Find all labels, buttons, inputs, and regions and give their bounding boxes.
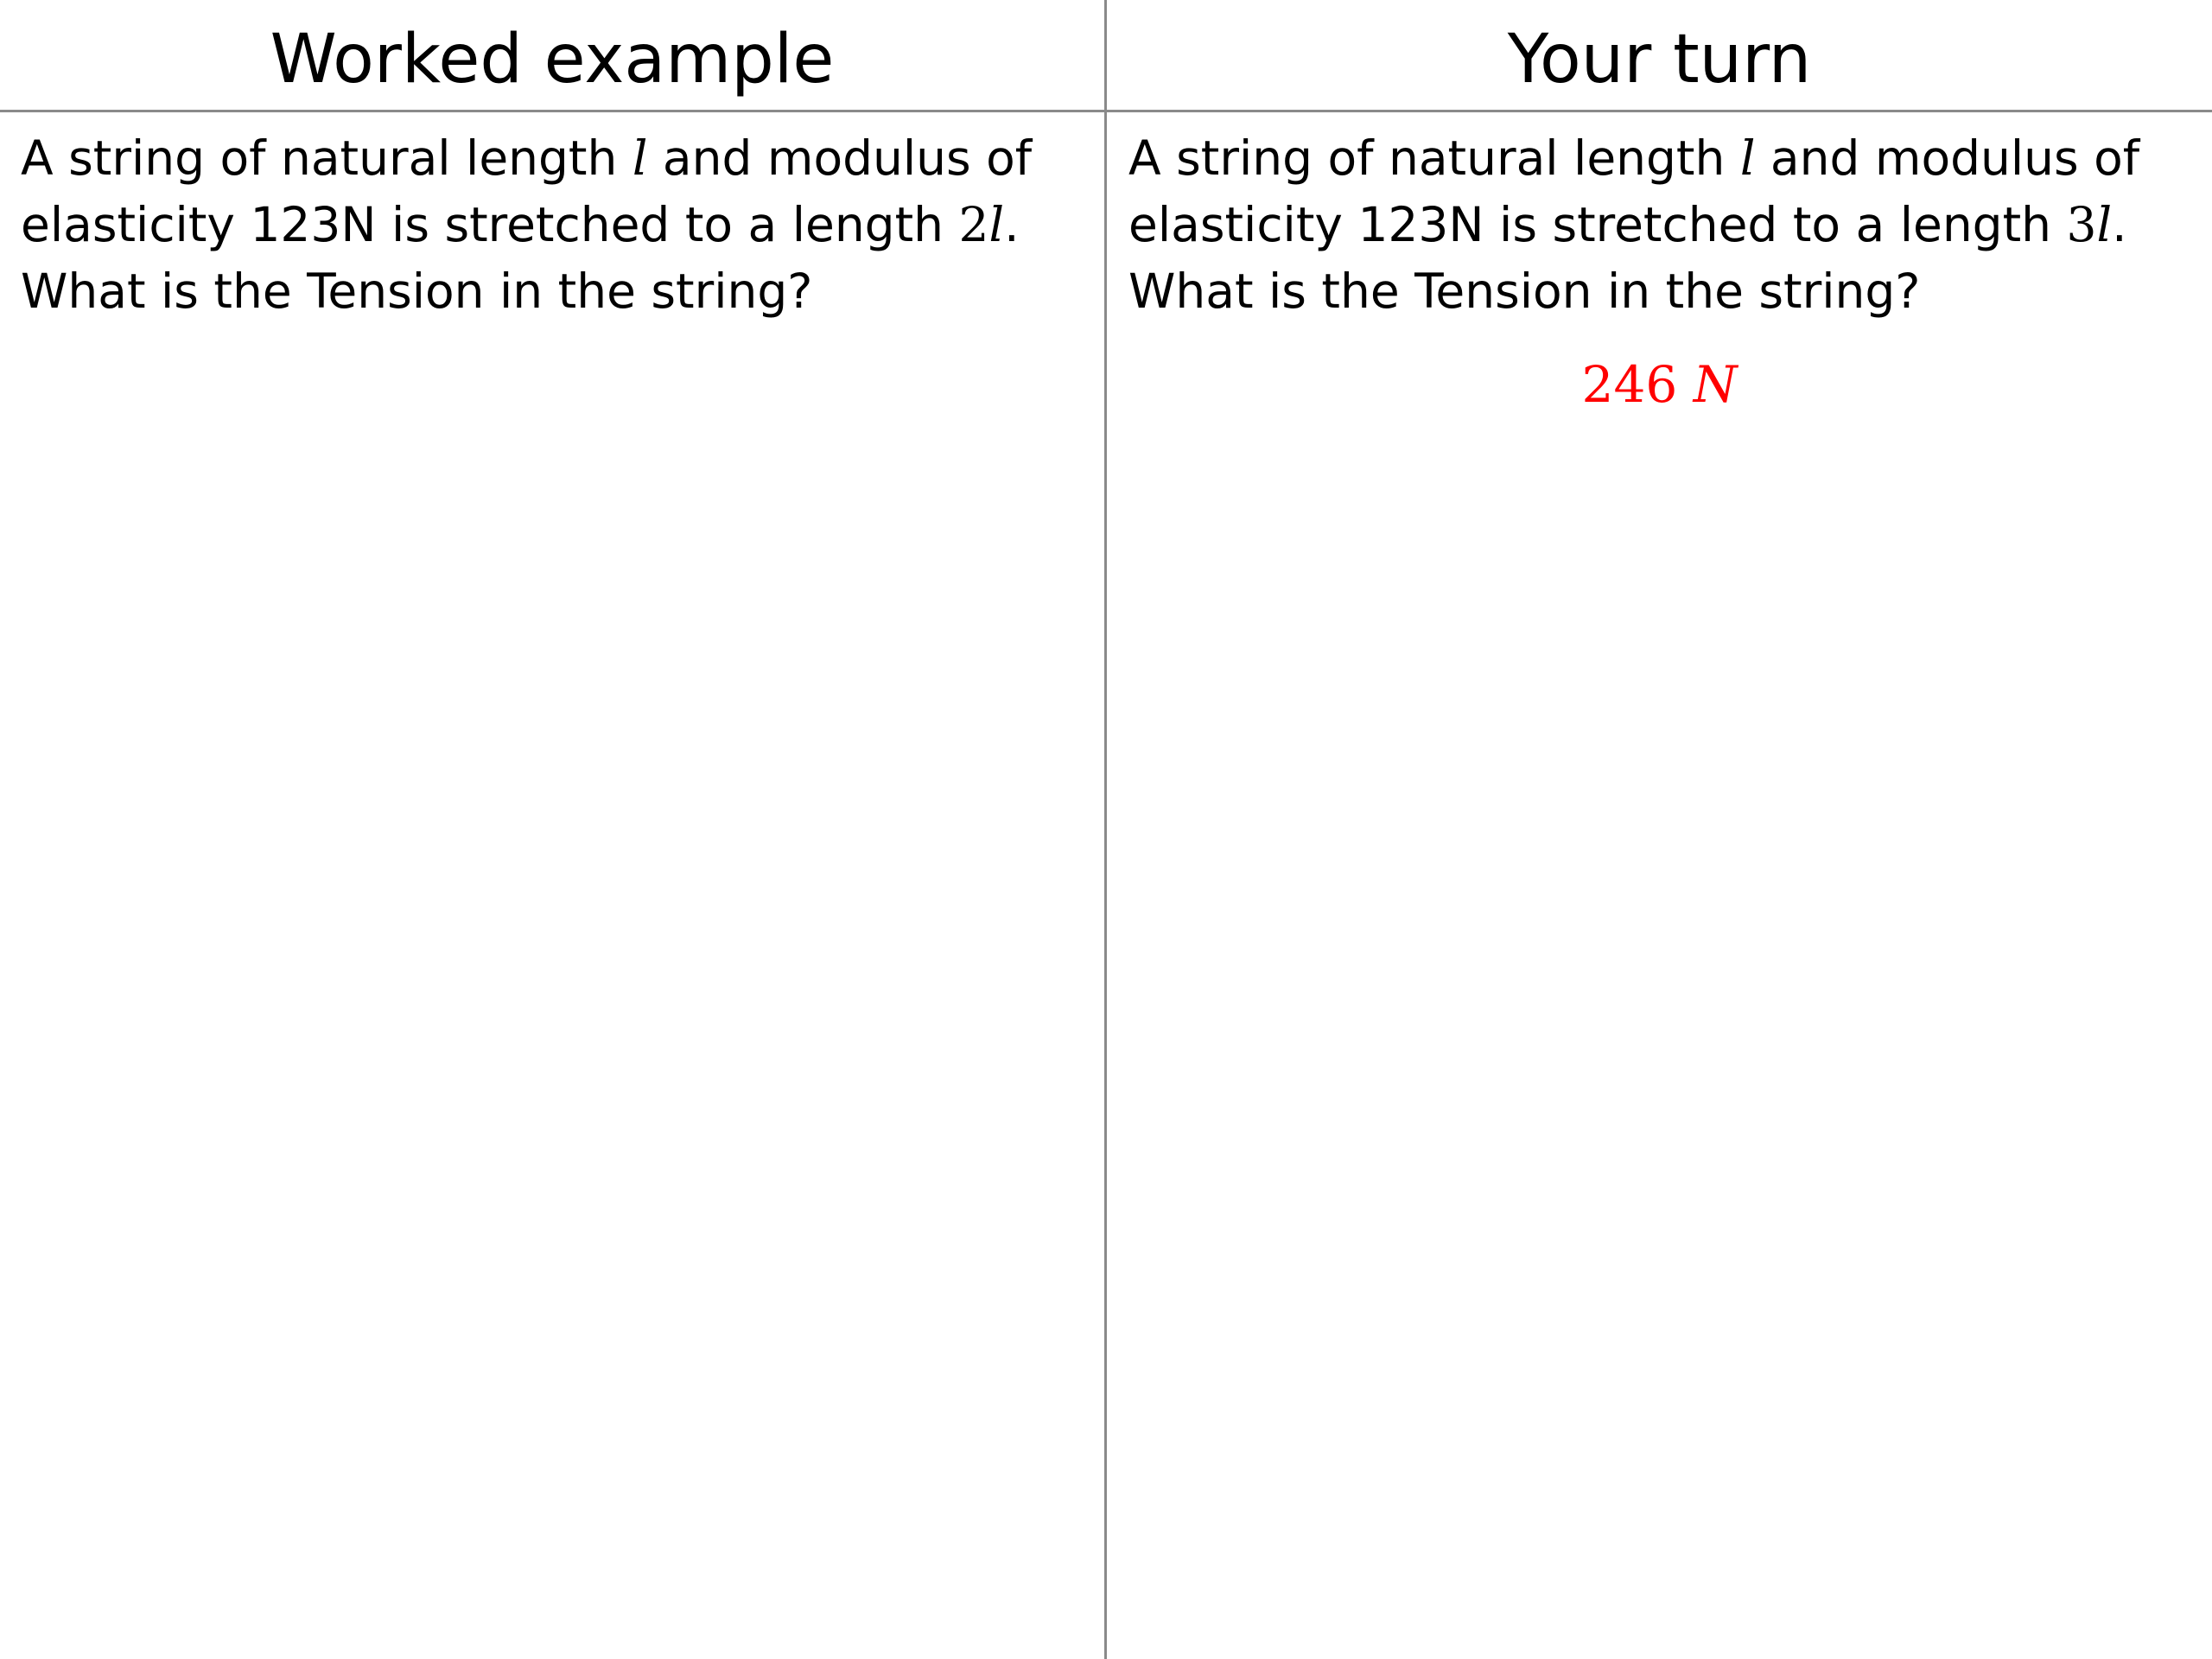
question-text: A string of natural length bbox=[21, 130, 632, 186]
question-text: elasticity 123N is stretched to a length bbox=[21, 197, 959, 252]
question-text: elasticity 123N is stretched to a length bbox=[1128, 197, 2067, 252]
question-text: and modulus of bbox=[647, 130, 1033, 186]
question-text: . bbox=[2112, 197, 2127, 252]
question-text: . bbox=[1004, 197, 1020, 252]
math-coefficient: 3 bbox=[2066, 197, 2097, 252]
math-coefficient: 2 bbox=[958, 197, 989, 252]
math-variable-l: l bbox=[1739, 130, 1756, 186]
math-variable-l: l bbox=[632, 130, 648, 186]
worked-example-question bbox=[21, 125, 1092, 325]
question-line bbox=[1128, 192, 2200, 258]
answer-value: 246 bbox=[1581, 355, 1678, 414]
question-line: What is the Tension in the string? bbox=[21, 264, 813, 319]
question-text: and modulus of bbox=[1755, 130, 2140, 186]
question-line bbox=[1128, 125, 2200, 192]
your-turn-question bbox=[1128, 125, 2200, 325]
question-line bbox=[21, 192, 1092, 258]
your-turn-title: Your turn bbox=[1507, 21, 1812, 99]
math-variable-l: l bbox=[2096, 197, 2113, 252]
your-turn-answer bbox=[1107, 350, 2212, 419]
question-text: A string of natural length bbox=[1128, 130, 1740, 186]
column-divider bbox=[1104, 0, 1107, 1659]
answer-unit: N bbox=[1693, 355, 1738, 414]
math-variable-l: l bbox=[988, 197, 1005, 252]
question-line: What is the Tension in the string? bbox=[1128, 264, 1921, 319]
header-rule bbox=[0, 110, 2212, 112]
question-line bbox=[21, 125, 1092, 192]
worked-example-title: Worked example bbox=[270, 21, 835, 99]
